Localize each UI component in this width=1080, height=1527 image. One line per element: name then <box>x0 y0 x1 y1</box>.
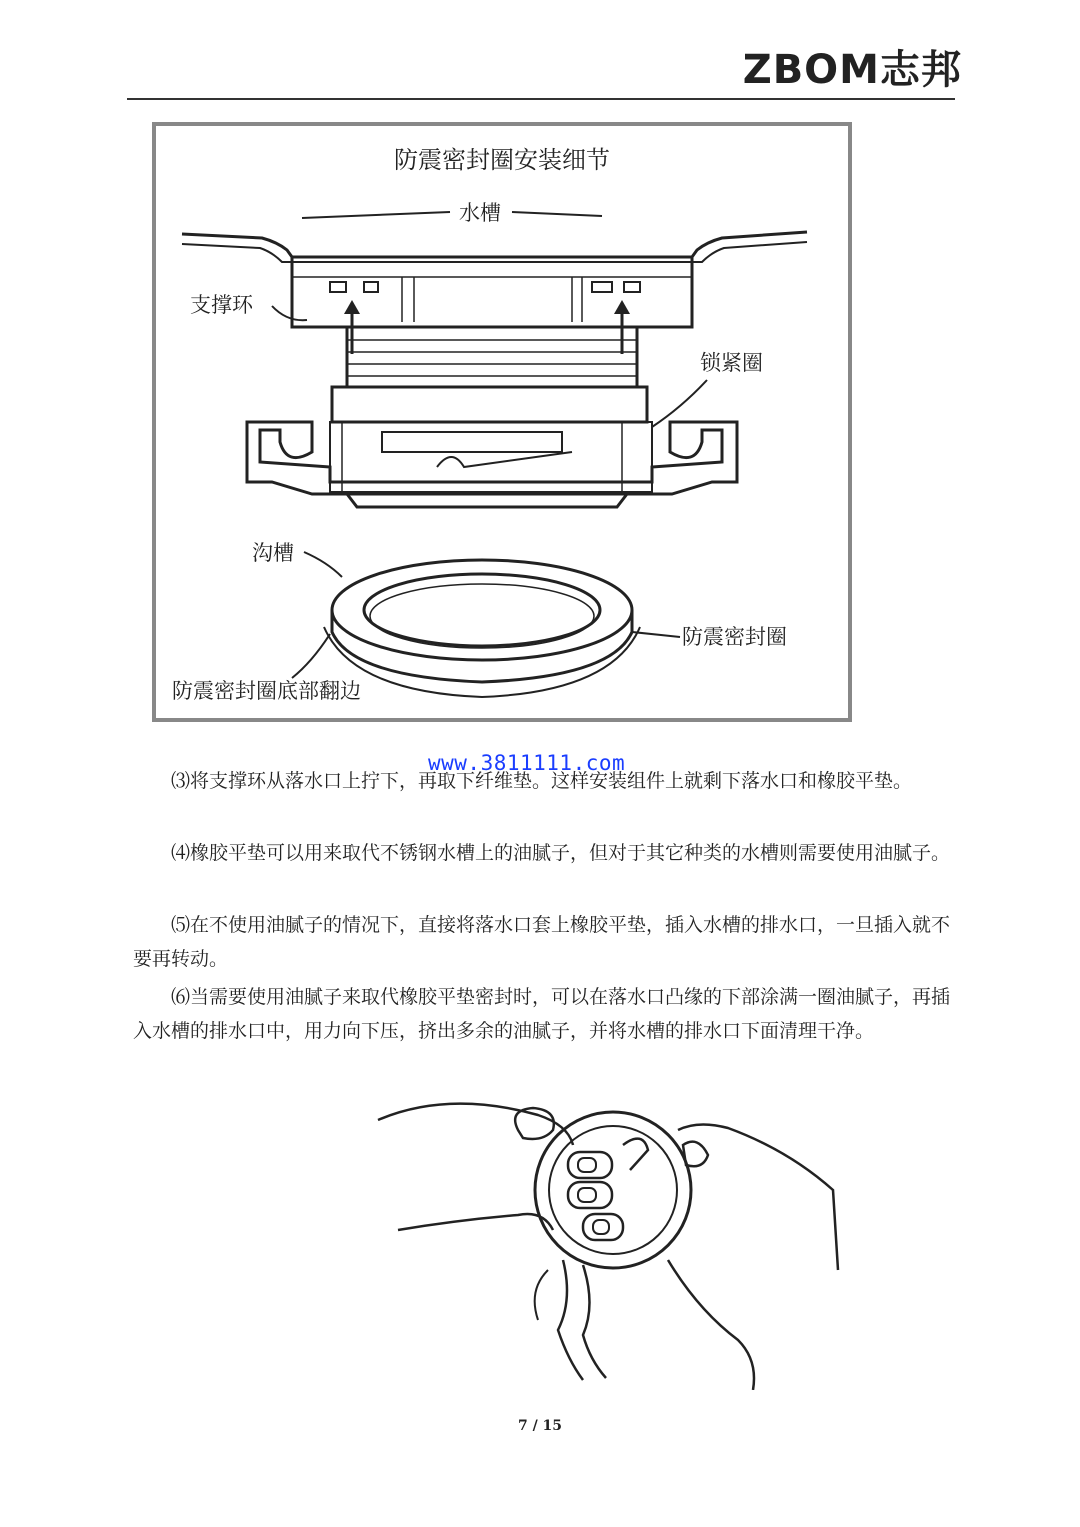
brand-logo: ZBOM志邦 <box>742 47 962 93</box>
label-lock-ring: 锁紧圈 <box>700 351 763 375</box>
paragraph-step-3: ⑶将支撑环从落水口上拧下，再取下纤维垫。这样安装组件上就剩下落水口和橡胶平垫。 <box>171 770 913 792</box>
hands-inserting-drain-illustration <box>368 1090 848 1390</box>
label-seal-ring: 防震密封圈 <box>682 625 787 649</box>
label-support-ring: 支撑环 <box>190 293 253 317</box>
paragraph-step-6: ⑹当需要使用油腻子来取代橡胶平垫密封时，可以在落水口凸缘的下部涂满一圈油腻子，再插入水槽的排水口中，用力向下压，挤出多余的油腻子，并将水槽的排水口下面清理干净。 <box>133 986 951 1042</box>
label-seal-bottom-edge: 防震密封圈底部翻边 <box>172 679 361 703</box>
paragraph-step-5: ⑸在不使用油腻子的情况下，直接将落水口套上橡胶平垫，插入水槽的排水口，一旦插入就不要再转动。 <box>133 914 951 970</box>
page-number: 7 / 15 <box>517 1418 563 1434</box>
header-divider <box>127 98 955 100</box>
seal-installation-diagram <box>152 122 852 722</box>
paragraph-step-4: ⑷橡胶平垫可以用来取代不锈钢水槽上的油腻子，但对于其它种类的水槽则需要使用油腻子。 <box>171 842 951 864</box>
diagram-title: 防震密封圈安装细节 <box>394 146 610 174</box>
watermark-url: www.3811111.com <box>428 751 626 775</box>
label-groove: 沟槽 <box>252 541 294 565</box>
label-sink: 水槽 <box>459 201 501 225</box>
